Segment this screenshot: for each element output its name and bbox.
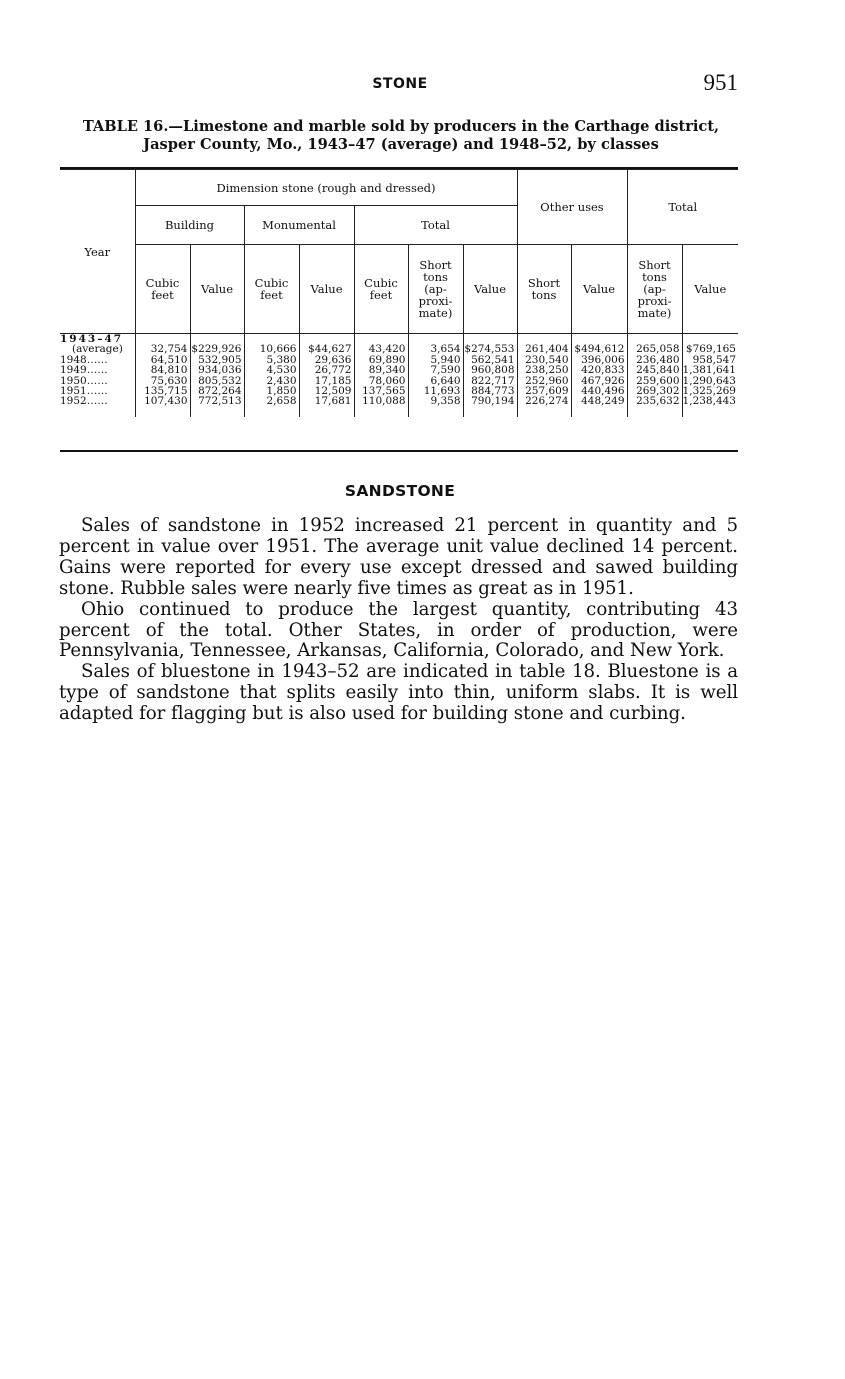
cell-total-tons: 5,940 <box>408 355 463 365</box>
cell-other-value: 467,926 <box>571 376 627 386</box>
cell-building-cubic: 107,430 <box>135 396 190 416</box>
cell-other-value: 396,006 <box>571 355 627 365</box>
header-other-value: Value <box>571 245 627 334</box>
header-total-value: Value <box>463 245 517 334</box>
cell-other-tons: 230,540 <box>517 355 571 365</box>
year-label: 1951 <box>60 385 87 398</box>
cell-building-value: 934,036 <box>190 365 244 375</box>
cell-year: 1949…… <box>60 365 135 375</box>
year-label: 1948 <box>60 353 87 366</box>
cell-monumental-value: 12,509 <box>299 386 354 396</box>
cell-building-value: 872,264 <box>190 386 244 396</box>
cell-total-cubic: 89,340 <box>354 365 408 375</box>
cell-monumental-cubic: 5,380 <box>244 355 299 365</box>
cell-total-tons: 7,590 <box>408 365 463 375</box>
cell-total-tons: 6,640 <box>408 376 463 386</box>
header-total: Total <box>627 170 738 245</box>
cell-monumental-cubic: 2,658 <box>244 396 299 416</box>
header-building-value: Value <box>190 245 244 334</box>
header-building-cubic-feet: Cubic feet <box>135 245 190 334</box>
cell-total-tons: 3,654 <box>408 344 463 354</box>
header-total-short-tons: Short tons (ap- proxi- mate) <box>408 245 463 334</box>
cell-other-tons: 257,609 <box>517 386 571 396</box>
year-label: 1949 <box>60 364 87 377</box>
cell-monumental-cubic: 10,666 <box>244 344 299 354</box>
cell-total-value: 822,717 <box>463 376 517 386</box>
cell-building-value: 532,905 <box>190 355 244 365</box>
table-caption-line-1: TABLE 16.—Limestone and marble sold by producers in the Carthage district, <box>82 118 720 135</box>
paragraph: Ohio continued to produce the largest quantity, contributing 43 percent of the total. Other States, in order of production, were Pennsylvania, Tennessee, Arkansas, California, Colorado, and New York. <box>59 598 738 662</box>
cell-other-value: 440,496 <box>571 386 627 396</box>
header-other-short-tons: Short tons <box>517 245 571 334</box>
section-heading: SANDSTONE <box>344 482 456 500</box>
header-dimension-stone: Dimension stone (rough and dressed) <box>135 170 517 206</box>
cell-building-cubic: 64,510 <box>135 355 190 365</box>
cell-total-cubic: 137,565 <box>354 386 408 396</box>
header-grand-value: Value <box>682 245 738 334</box>
header-grand-short-tons: Short tons (ap- proxi- mate) <box>627 245 682 334</box>
cell-building-cubic: 135,715 <box>135 386 190 396</box>
header-monumental: Monumental <box>244 206 354 245</box>
header-total-cubic-feet: Cubic feet <box>354 245 408 334</box>
cell-grand-tons: 265,058 <box>627 344 682 354</box>
cell-building-value: 805,532 <box>190 376 244 386</box>
table-caption <box>60 118 742 154</box>
table-bottom-rule <box>60 450 738 452</box>
cell-total-cubic: 78,060 <box>354 376 408 386</box>
header-monumental-cubic-feet: Cubic feet <box>244 245 299 334</box>
cell-monumental-value: 29,636 <box>299 355 354 365</box>
cell-year: 1951…… <box>60 386 135 396</box>
header-monumental-value: Value <box>299 245 354 334</box>
cell-monumental-value: 17,185 <box>299 376 354 386</box>
cell-other-tons: 252,960 <box>517 376 571 386</box>
cell-grand-value: 1,290,643 <box>682 374 736 387</box>
cell-monumental-cubic: 4,530 <box>244 365 299 375</box>
cell-total-value: 562,541 <box>463 355 517 365</box>
running-head <box>60 70 740 98</box>
cell-grand-tons: 235,632 <box>627 396 682 416</box>
table-row <box>60 396 738 416</box>
body-text <box>59 516 738 725</box>
cell-total-cubic: 43,420 <box>354 344 408 354</box>
cell-building-cubic: 32,754 <box>135 344 190 354</box>
paragraph: Sales of sandstone in 1952 increased 21 percent in quantity and 5 percent in value over 1951. The average unit value declined 14 percent. Gains were reported for every use except dressed and sawed building stone. Rubble sales were nearly five times as great as in 1951. <box>59 515 738 599</box>
cell-grand-tons: 245,840 <box>627 365 682 375</box>
cell-other-value: 448,249 <box>571 396 627 416</box>
cell-building-cubic: 84,810 <box>135 365 190 375</box>
page-number: 951 <box>703 70 738 95</box>
cell-total-cubic: 110,088 <box>354 396 408 416</box>
cell-year: 1952…… <box>60 396 135 416</box>
cell-grand-tons: 269,302 <box>627 386 682 396</box>
cell-year: 1950…… <box>60 376 135 386</box>
cell-year: (average) <box>60 344 135 354</box>
cell-monumental-value: 26,772 <box>299 365 354 375</box>
cell-building-value: 772,513 <box>190 396 244 416</box>
cell-other-tons: 238,250 <box>517 365 571 375</box>
cell-other-tons: 226,274 <box>517 396 571 416</box>
data-table <box>60 169 738 417</box>
cell-monumental-value: $44,627 <box>299 344 354 354</box>
cell-total-value: 960,808 <box>463 365 517 375</box>
cell-other-value: 420,833 <box>571 365 627 375</box>
year-label: 1950 <box>60 374 87 387</box>
cell-grand-value: 1,325,269 <box>682 385 736 398</box>
header-other-uses: Other uses <box>517 170 627 245</box>
table-caption-line-2: Jasper County, Mo., 1943–47 (average) and 1948–52, by classes <box>143 136 659 153</box>
year-group-label: 1943–47 <box>60 334 135 345</box>
cell-grand-value: 1,381,641 <box>682 364 736 377</box>
cell-grand-value: $769,165 <box>682 344 738 354</box>
year-label: 1952 <box>60 395 87 408</box>
paragraph: Sales of bluestone in 1943–52 are indicated in table 18. Bluestone is a type of sandstone that splits easily into thin, uniform slabs. It is well adapted for flagging but is also used for building stone and curbing. <box>59 661 738 725</box>
header-building: Building <box>135 206 244 245</box>
header-dimension-total: Total <box>354 206 517 245</box>
cell-other-tons: 261,404 <box>517 344 571 354</box>
cell-total-value: 884,773 <box>463 386 517 396</box>
cell-grand-tons: 236,480 <box>627 355 682 365</box>
cell-grand-value: 1,238,443 <box>682 396 738 416</box>
cell-total-tons: 9,358 <box>408 396 463 416</box>
header-year: Year <box>60 170 135 334</box>
cell-monumental-cubic: 1,850 <box>244 386 299 396</box>
cell-monumental-value: 17,681 <box>299 396 354 416</box>
cell-year: 1948…… <box>60 355 135 365</box>
cell-total-cubic: 69,890 <box>354 355 408 365</box>
cell-building-value: $229,926 <box>190 344 244 354</box>
cell-total-value: 790,194 <box>463 396 517 416</box>
cell-total-tons: 11,693 <box>408 386 463 396</box>
cell-building-cubic: 75,630 <box>135 376 190 386</box>
cell-total-value: $274,553 <box>463 344 517 354</box>
cell-other-value: $494,612 <box>571 344 627 354</box>
running-title: STONE <box>372 76 428 92</box>
cell-grand-value: 958,547 <box>682 355 738 365</box>
cell-monumental-cubic: 2,430 <box>244 376 299 386</box>
cell-grand-tons: 259,600 <box>627 376 682 386</box>
